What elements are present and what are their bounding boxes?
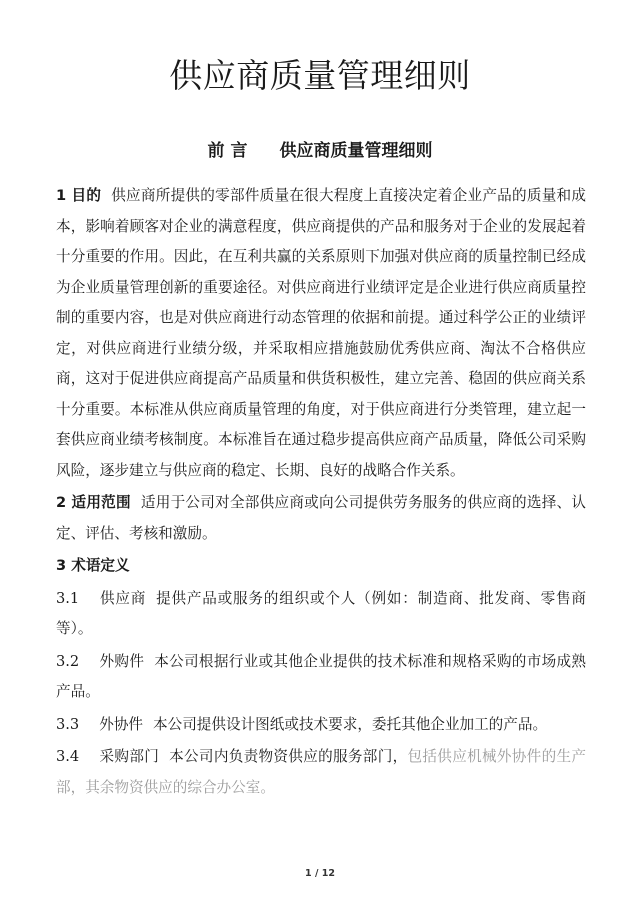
section-text: 适用于公司对全部供应商或向公司提供劳务服务的供应商的选择、认定、评估、考核和激励。 <box>56 494 586 542</box>
term-name: 供应商 <box>99 589 147 607</box>
section-terms <box>56 551 586 582</box>
term-name: 外协件 <box>99 715 144 733</box>
section-heading: 1 目的 <box>56 187 102 204</box>
term-number: 3.4 <box>56 748 80 765</box>
section-text: 供应商所提供的零部件质量在很大程度上直接决定着企业产品的质量和成本，影响着顾客对企业的满意程度，供应商提供的产品和服务对于企业的发展起着十分重要的作用。因此，在互利共赢的关系原则下加强对供应商的质量控制已经成为企业质量管理创新的重要途径。对供应商进行业绩评定是企业进行供应商质量控制的重要内容，也是对供应商进行动态管理的依据和前提。通过科学公正的业绩评定，对供应商进行业绩分级，并采取相应措施鼓励优秀供应商、淘汰不合格供应商，这对于促进供应商提高产品质量和供货积极性，建立完善、稳固的供应商关系十分重要。本标准从供应商质量管理的角度，对于供应商进行分类管理，建立起一套供应商业绩考核制度。本标准旨在通过稳步提高供应商产品质量，降低公司采购风险，逐步建立与供应商的稳定、长期、良好的战略合作关系。 <box>56 187 586 479</box>
term-name: 采购部门 <box>99 748 160 765</box>
section-heading: 3 术语定义 <box>56 557 130 574</box>
term-number: 3.3 <box>56 715 80 733</box>
term-item <box>56 647 586 708</box>
term-item <box>56 584 586 645</box>
term-definition: 本公司内负责物资供应的服务部门， <box>169 748 408 765</box>
document-title: 供应商质量管理细则 <box>169 56 471 95</box>
term-definition: 本公司根据行业或其他企业提供的技术标准和规格采购的市场成熟产品。 <box>56 652 586 700</box>
term-item <box>56 710 586 741</box>
term-definition: 提供产品或服务的组织或个人（例如：制造商、批发商、零售商等）。 <box>56 589 586 637</box>
term-definition: 本公司提供设计图纸或技术要求，委托其他企业加工的产品。 <box>153 715 548 733</box>
page-number: 1 / 12 <box>305 868 335 879</box>
preface-heading <box>0 136 640 161</box>
section-heading: 2 适用范围 <box>56 494 131 511</box>
document-body <box>56 181 586 805</box>
section-purpose <box>56 181 586 486</box>
term-name: 外购件 <box>99 652 145 670</box>
term-item <box>56 742 586 803</box>
term-number: 3.1 <box>56 589 80 607</box>
term-definition-faded: 包括供应机械外协件的生产部，其余物资供应的综合办公室。 <box>56 748 586 796</box>
term-number: 3.2 <box>56 652 80 670</box>
preface-subtitle: 供应商质量管理细则 <box>279 141 433 161</box>
section-scope <box>56 488 586 549</box>
preface-label: 前 言 <box>207 141 248 161</box>
